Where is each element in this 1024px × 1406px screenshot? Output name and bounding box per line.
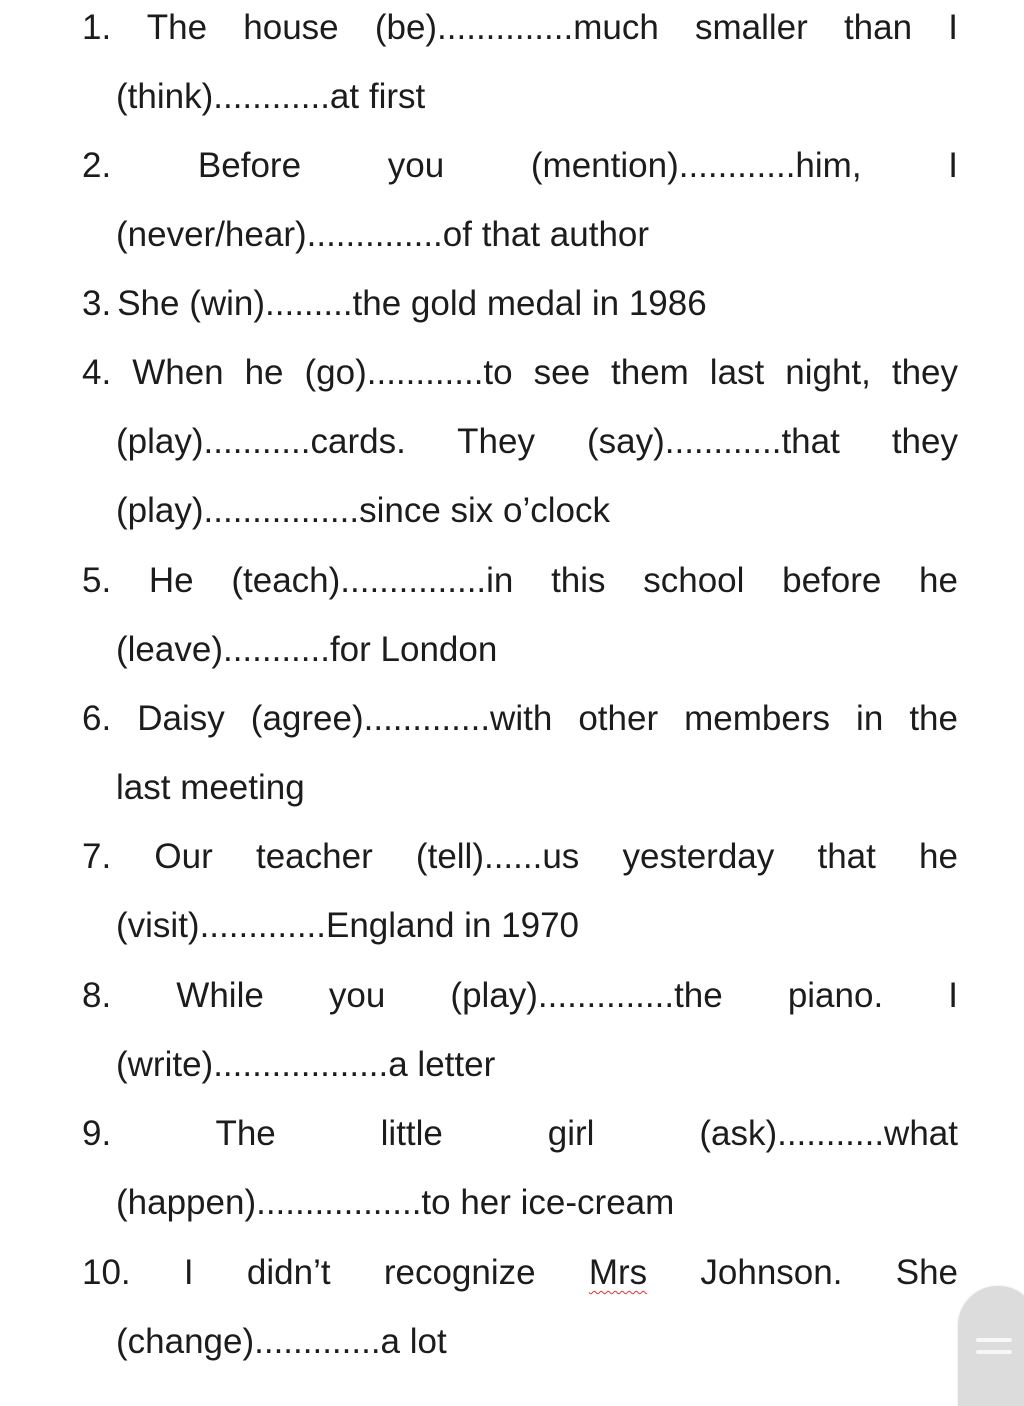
scroll-handle-icon[interactable] (958, 1286, 1024, 1406)
exercise-2-line-2: (never/hear)..............of that author (116, 215, 650, 254)
exercise-number: 7. (82, 837, 112, 876)
exercise-text: The little girl (ask)...........what (215, 1114, 958, 1153)
exercise-4-line-1 (82, 349, 958, 397)
exercise-1-line-2: (think)............at first (116, 77, 426, 116)
exercise-2-line-1 (82, 142, 958, 190)
exercise-9-line-1 (82, 1110, 958, 1158)
exercise-number: 6. (82, 699, 112, 738)
exercise-number: 8. (82, 976, 112, 1015)
exercise-text: When he (go)............to see them last night, they (132, 353, 958, 392)
exercise-10-line-1 (82, 1249, 958, 1297)
exercise-text: He (teach)...............in this school before he (148, 561, 958, 600)
exercise-5-line-1 (82, 557, 958, 605)
grip-line-icon (976, 1338, 1012, 1342)
exercise-text: She (win).........the gold medal in 1986 (117, 284, 707, 323)
exercise-text: Our teacher (tell)......us yesterday that he (154, 837, 958, 876)
exercise-text: The house (be)..............much smaller than I (146, 8, 958, 47)
exercise-1-line-1 (82, 4, 958, 52)
exercise-4-line-3: (play)................since six o’clock (116, 491, 611, 530)
exercise-7-line-1 (82, 833, 958, 881)
exercise-5-line-2: (leave)...........for London (116, 630, 498, 669)
exercise-6-line-2: last meeting (116, 768, 305, 807)
exercise-4-line-2: (play)...........cards. They (say)............that they (116, 422, 958, 461)
exercise-8-line-1 (82, 972, 958, 1020)
exercise-10-line-2: (change).............a lot (116, 1322, 447, 1361)
exercise-6-line-1 (82, 695, 958, 743)
exercise-text: Before you (mention)............him, I (197, 146, 958, 185)
exercise-number: 9. (82, 1114, 112, 1153)
exercise-text: While you (play)..............the piano. I (176, 976, 958, 1015)
exercise-number: 4. (82, 353, 112, 392)
exercise-7-line-2: (visit).............England in 1970 (116, 906, 579, 945)
exercise-number: 1. (82, 8, 112, 47)
exercise-9-line-2: (happen).................to her ice-cream (116, 1183, 675, 1222)
exercise-text-part-2: Johnson. She (647, 1253, 958, 1292)
exercise-number: 2. (82, 146, 112, 185)
grip-line-icon (976, 1350, 1012, 1354)
exercise-number: 5. (82, 561, 112, 600)
misspelled-word-mrs: Mrs (588, 1253, 648, 1292)
exercise-number: 10. (82, 1253, 131, 1292)
exercise-8-line-2: (write)..................a letter (116, 1045, 496, 1084)
exercise-number: 3. (82, 284, 112, 323)
exercise-text: Daisy (agree).............with other members in the (137, 699, 958, 738)
exercise-text-part-1: I didn’t recognize (183, 1253, 589, 1292)
exercise-3-line-1 (82, 280, 958, 328)
